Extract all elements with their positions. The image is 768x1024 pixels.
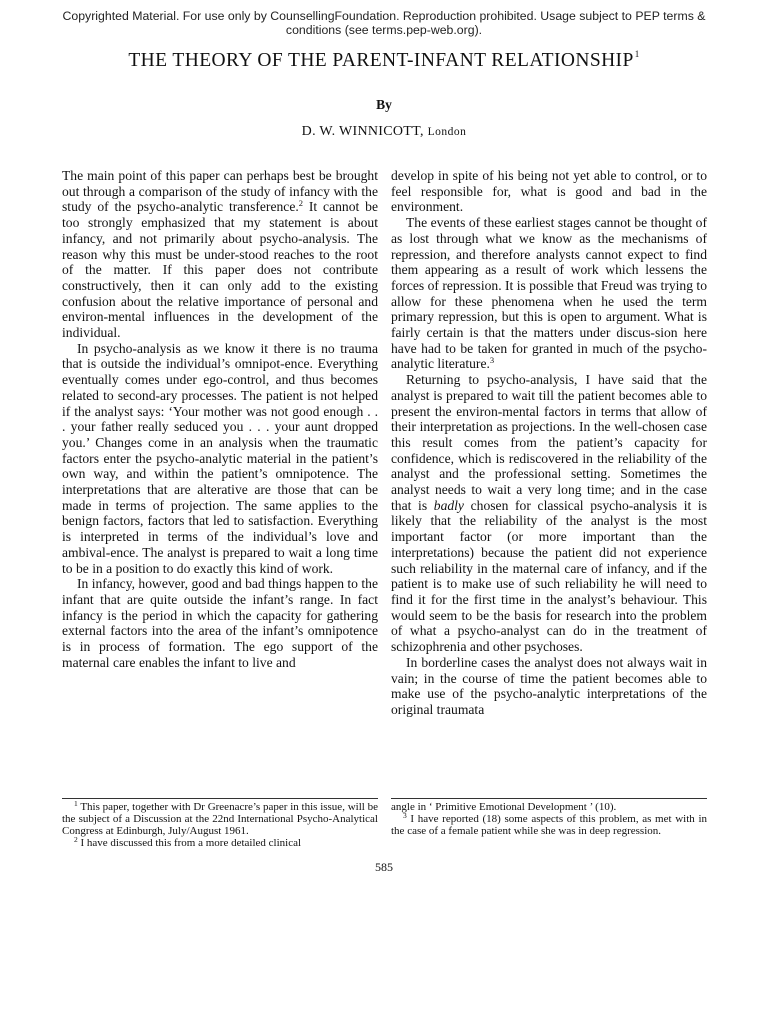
footnote-1 bbox=[62, 801, 378, 837]
right-paragraph-2 bbox=[391, 215, 707, 372]
footnote-3 bbox=[391, 813, 707, 837]
left-p1-text-b: It cannot be too strongly emphasized that my statement is about infancy, and not primarily about psycho-analysis. The reason why this must be under-stood reaches to the root of the matter. If this paper does not contribute constructively, then it can only add to the existing confusion about the relative importance of personal and environ-mental influences in the development of the individual. bbox=[62, 199, 378, 341]
copyright-line-2: conditions (see terms.pep-web.org). bbox=[285, 23, 483, 37]
right-p2-text: The events of these earliest stages cannot be thought of as lost through what we know as the mechanisms of repression, and therefore analysts cannot expect to find them appearing as a result of work which lessens the forces of repression. It is possible that Freud was trying to allow for these phenomena when he used the term primary repression, but this is open to argument. What is fairly certain is that the matters under discus-sion here have had to be taken for granted in much of the psycho-analytic literature. bbox=[391, 215, 707, 372]
left-paragraph-3: In infancy, however, good and bad things happen to the infant that are quite outside the infant’s range. In fact infancy is the period in which the capacity for gathering external factors into the area of the infant’s omnipotence is in process of formation. The ego support of the maternal care enables the infant to live and bbox=[62, 576, 378, 670]
left-paragraph-1 bbox=[62, 168, 378, 341]
footnote-marker-2: 2 bbox=[298, 198, 303, 209]
right-p3-emphasis: badly bbox=[433, 497, 464, 513]
author-line bbox=[0, 124, 768, 140]
title-footnote-marker: 1 bbox=[634, 49, 640, 59]
left-column bbox=[62, 168, 378, 671]
byline-by: By bbox=[376, 97, 392, 112]
right-column bbox=[391, 168, 707, 718]
footnote-marker-3: 3 bbox=[489, 355, 495, 366]
article-title bbox=[40, 49, 728, 72]
copyright-notice bbox=[40, 9, 728, 37]
right-p3-text-a: Returning to psycho-analysis, I have said that the analyst is prepared to wait till the patient becomes able to present the environ-mental factors in terms that allow of their interpretation as projections. In the well-chosen case this result comes from the patient’s capacity for confidence, which is rediscovered in the reliability of the analyst and the professional setting. Sometimes the analyst needs to wait a very long time; and in the case that is bbox=[391, 372, 707, 513]
right-paragraph-4: In borderline cases the analyst does not always wait in vain; in the course of time the patient becomes able to make use of the psycho-analytic interpretations of the original traumata bbox=[391, 654, 707, 717]
page-number: 585 bbox=[375, 860, 393, 874]
footnote-2-mark: 2 bbox=[74, 835, 78, 844]
footnote-3-text: I have reported (18) some aspects of this problem, as met with in the case of a female patient while she was in deep regression. bbox=[391, 813, 707, 837]
footnote-2-text: I have discussed this from a more detailed clinical bbox=[77, 837, 302, 849]
right-p3-text-b: chosen for classical psycho-analysis it is likely that the reliability of the analyst is the most important factor (or more important than the interpretations) because the patient did not experience such reliability in the maternal care of infancy, and if the patient is to make use of such reliability he will need to find it for the first time in the analyst’s behaviour. This would seem to be the basis for research into the problem of what a psycho-analyst can do in the treatment of schizophrenia and other psychoses. bbox=[391, 497, 707, 655]
footnote-1-mark: 1 bbox=[74, 799, 78, 808]
copyright-line-1: Copyrighted Material. For use only by CounsellingFoundation. Reproduction prohibited. Usage subject to PEP terms & bbox=[62, 9, 706, 23]
footnote-2 bbox=[62, 837, 378, 849]
left-paragraph-2: In psycho-analysis as we know it there is no trauma that is outside the individual’s omnipot-ence. Everything eventually comes under ego-control, and thus becomes related to second-ary processes. The patient is not helped if the analyst says: ‘Your mother was not good enough . . . your father really seduced you . . . your aunt dropped you.’ Changes come in an analysis when the traumatic factors enter the psycho-analytic material in the patient’s own way, and within the patient’s omnipotence. The interpretations that are alterative are those that can be made in terms of projection. The same applies to the benign factors, factors that led to satisfaction. Everything is interpreted in terms of the individual’s love and ambival-ence. The analyst is prepared to wait a long time to be in a position to do exactly this kind of work. bbox=[62, 340, 378, 576]
footnote-2-continued: angle in ‘ Primitive Emotional Development ’ (10). bbox=[391, 801, 617, 813]
footnote-1-text: This paper, together with Dr Greenacre’s paper in this issue, will be the subject of a Discussion at the 22nd International Psycho-Analytical Congress at Edinburgh, July/August 1961. bbox=[62, 801, 378, 837]
author-name: D. W. WINNICOTT, bbox=[301, 124, 428, 139]
left-p1-text-a: The main point of this paper can perhaps best be brought out through a comparison of the study of infancy with the study of the psycho-analytic transference. bbox=[62, 168, 378, 215]
footnote-rule-right bbox=[391, 798, 707, 799]
right-paragraph-3 bbox=[391, 372, 707, 655]
footnote-3-mark: 3 bbox=[403, 811, 407, 820]
footnote-rule-left bbox=[62, 798, 378, 799]
right-paragraph-1: develop in spite of his being not yet able to control, or to feel responsible for, what is good and bad in the environment. bbox=[391, 168, 707, 215]
footnotes-left bbox=[62, 801, 378, 849]
author-location: London bbox=[427, 126, 467, 138]
article-title-text: THE THEORY OF THE PARENT-INFANT RELATIONSHIP bbox=[128, 50, 634, 71]
footnotes-right bbox=[391, 801, 707, 837]
